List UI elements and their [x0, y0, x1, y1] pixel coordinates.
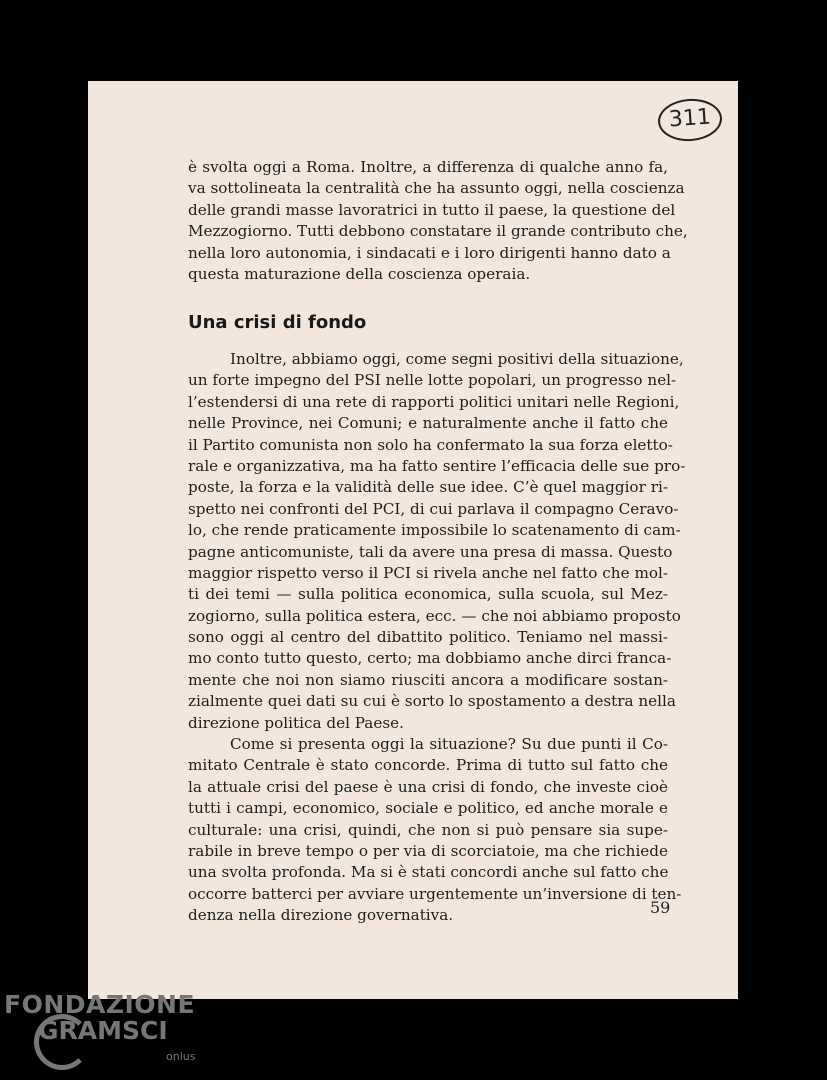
- text-line: una svolta profonda. Ma si è stati concordi anche sul fatto che: [188, 863, 669, 882]
- text-line: lo, che rende praticamente impossibile lo scatenamento di cam-: [188, 521, 681, 540]
- text-line: Mezzogiorno. Tutti debbono constatare il grande contributo che,: [188, 222, 688, 241]
- text-line: un forte impegno del PSI nelle lotte popolari, un progresso nel-: [188, 371, 677, 390]
- text-line: culturale: una crisi, quindi, che non si può pensare sia supe-: [188, 820, 668, 839]
- text-line: nelle Province, nei Comuni; e naturalmente anche il fatto che: [188, 414, 668, 433]
- text-line: la attuale crisi del paese è una crisi di fondo, che investe cioè: [188, 777, 668, 796]
- text-line: mitato Centrale è stato concorde. Prima di tutto sul fatto che: [188, 756, 668, 775]
- text-line: questa maturazione della coscienza operaia.: [188, 264, 531, 283]
- document-page: [88, 81, 738, 999]
- page-number: 59: [650, 898, 671, 917]
- text-line: nella loro autonomia, i sindacati e i loro dirigenti hanno dato a: [188, 243, 671, 262]
- text-line: mente che noi non siamo riusciti ancora a modificare sostan-: [188, 670, 668, 689]
- section-heading: Una crisi di fondo: [188, 312, 367, 333]
- paragraph-2: [188, 349, 686, 734]
- logo-text-onlus: onlus: [166, 1050, 196, 1063]
- text-line: tutti i campi, economico, sociale e politico, ed anche morale e: [188, 799, 668, 818]
- text-line: rabile in breve tempo o per via di scorciatoie, ma che richiede: [188, 841, 668, 860]
- paragraph-3: [188, 734, 682, 927]
- text-line: direzione politica del Paese.: [188, 713, 404, 732]
- text-line: ti dei temi — sulla politica economica, sulla scuola, sul Mez-: [188, 585, 668, 604]
- text-line: il Partito comunista non solo ha confermato la sua forza eletto-: [188, 435, 673, 454]
- text-line: è svolta oggi a Roma. Inoltre, a differenza di qualche anno fa,: [188, 158, 668, 176]
- fondazione-gramsci-logo: [4, 990, 204, 1075]
- handwritten-page-annotation: 311: [657, 97, 724, 143]
- text-line: rale e organizzativa, ma ha fatto sentire l’efficacia delle sue pro-: [188, 456, 686, 475]
- text-line: zogiorno, sulla politica estera, ecc. — che noi abbiamo proposto: [188, 606, 681, 625]
- text-line: delle grandi masse lavoratrici in tutto il paese, la questione del: [188, 200, 676, 219]
- text-line: sono oggi al centro del dibattito politico. Teniamo nel massi-: [188, 628, 668, 647]
- text-line: mo conto tutto questo, certo; ma dobbiamo anche dirci franca-: [188, 649, 672, 668]
- text-line: maggior rispetto verso il PCI si rivela anche nel fatto che mol-: [188, 563, 668, 582]
- text-line: va sottolineata la centralità che ha assunto oggi, nella coscienza: [188, 179, 685, 198]
- text-line: denza nella direzione governativa.: [188, 906, 454, 925]
- logo-text-gramsci: GRAMSCI: [38, 1016, 168, 1045]
- text-line: l’estendersi di una rete di rapporti politici unitari nelle Regioni,: [188, 392, 680, 411]
- text-line: zialmente quei dati su cui è sorto lo spostamento a destra nella: [188, 692, 676, 711]
- text-line: Come si presenta oggi la situazione? Su due punti il Co-: [230, 735, 668, 753]
- text-line: pagne anticomuniste, tali da avere una presa di massa. Questo: [188, 542, 673, 561]
- text-line: spetto nei confronti del PCI, di cui parlava il compagno Ceravo-: [188, 499, 679, 518]
- text-line: poste, la forza e la validità delle sue idee. C’è quel maggior ri-: [188, 478, 668, 497]
- text-line: Inoltre, abbiamo oggi, come segni positivi della situazione,: [230, 350, 684, 368]
- text-line: occorre batterci per avviare urgentemente un’inversione di ten-: [188, 884, 682, 903]
- logo-text-fondazione: FONDAZIONE: [4, 990, 196, 1019]
- paragraph-1: [188, 157, 688, 285]
